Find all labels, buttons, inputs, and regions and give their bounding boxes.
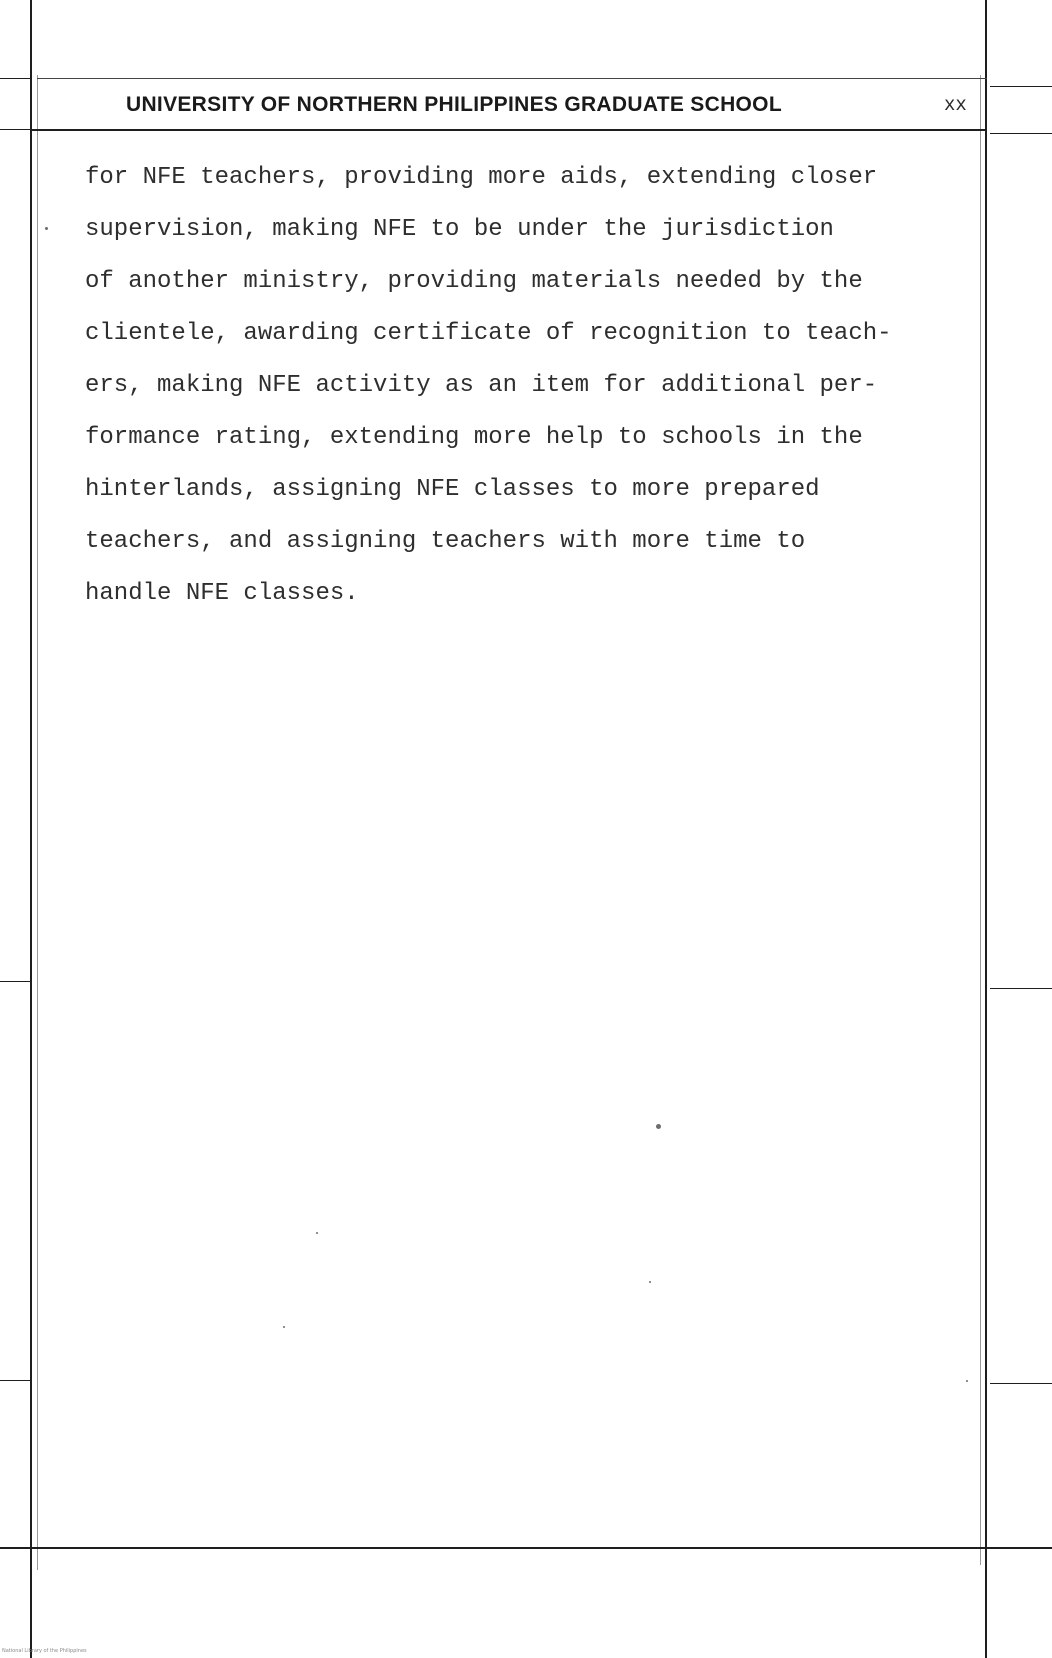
footer-rule: [0, 1547, 1052, 1549]
scan-speck: [966, 1380, 968, 1382]
body-line: of another ministry, providing materials needed by the: [85, 268, 863, 295]
frame-inner-left-border: [37, 75, 38, 1570]
body-line: supervision, making NFE to be under the jurisdiction: [85, 216, 834, 243]
frame-inner-right-border: [980, 75, 981, 1565]
body-line: for NFE teachers, providing more aids, extending closer: [85, 164, 878, 191]
frame-right-border: [985, 0, 987, 1658]
scan-speck: [649, 1281, 651, 1283]
left-margin-tick: [0, 78, 30, 79]
scan-speck: [656, 1124, 661, 1129]
header-bottom-rule: [32, 129, 987, 131]
scan-speck: [316, 1232, 318, 1234]
scan-speck: [45, 227, 48, 230]
body-line: teachers, and assigning teachers with more time to: [85, 528, 806, 555]
body-line: hinterlands, assigning NFE classes to more prepared: [85, 476, 820, 503]
body-line: formance rating, extending more help to schools in the: [85, 424, 863, 451]
scan-speck: [283, 1326, 285, 1328]
header-top-rule: [37, 78, 987, 79]
frame-left-border: [30, 0, 32, 1658]
page-number: xx: [944, 94, 967, 116]
right-margin-tick: [990, 133, 1052, 134]
left-margin-tick: [0, 129, 30, 130]
body-line: ers, making NFE activity as an item for additional per-: [85, 372, 878, 399]
right-margin-tick: [990, 988, 1052, 989]
body-paragraph: [85, 152, 965, 620]
body-line: clientele, awarding certificate of recognition to teach-: [85, 320, 892, 347]
right-margin-tick: [990, 1383, 1052, 1384]
left-margin-tick: [0, 1380, 30, 1381]
page-header-title: UNIVERSITY OF NORTHERN PHILIPPINES GRADUATE SCHOOL: [126, 93, 782, 116]
scan-footer-note: National Library of the Philippines: [2, 1648, 87, 1654]
left-margin-tick: [0, 981, 30, 982]
body-line: handle NFE classes.: [85, 580, 359, 607]
right-margin-tick: [990, 86, 1052, 87]
